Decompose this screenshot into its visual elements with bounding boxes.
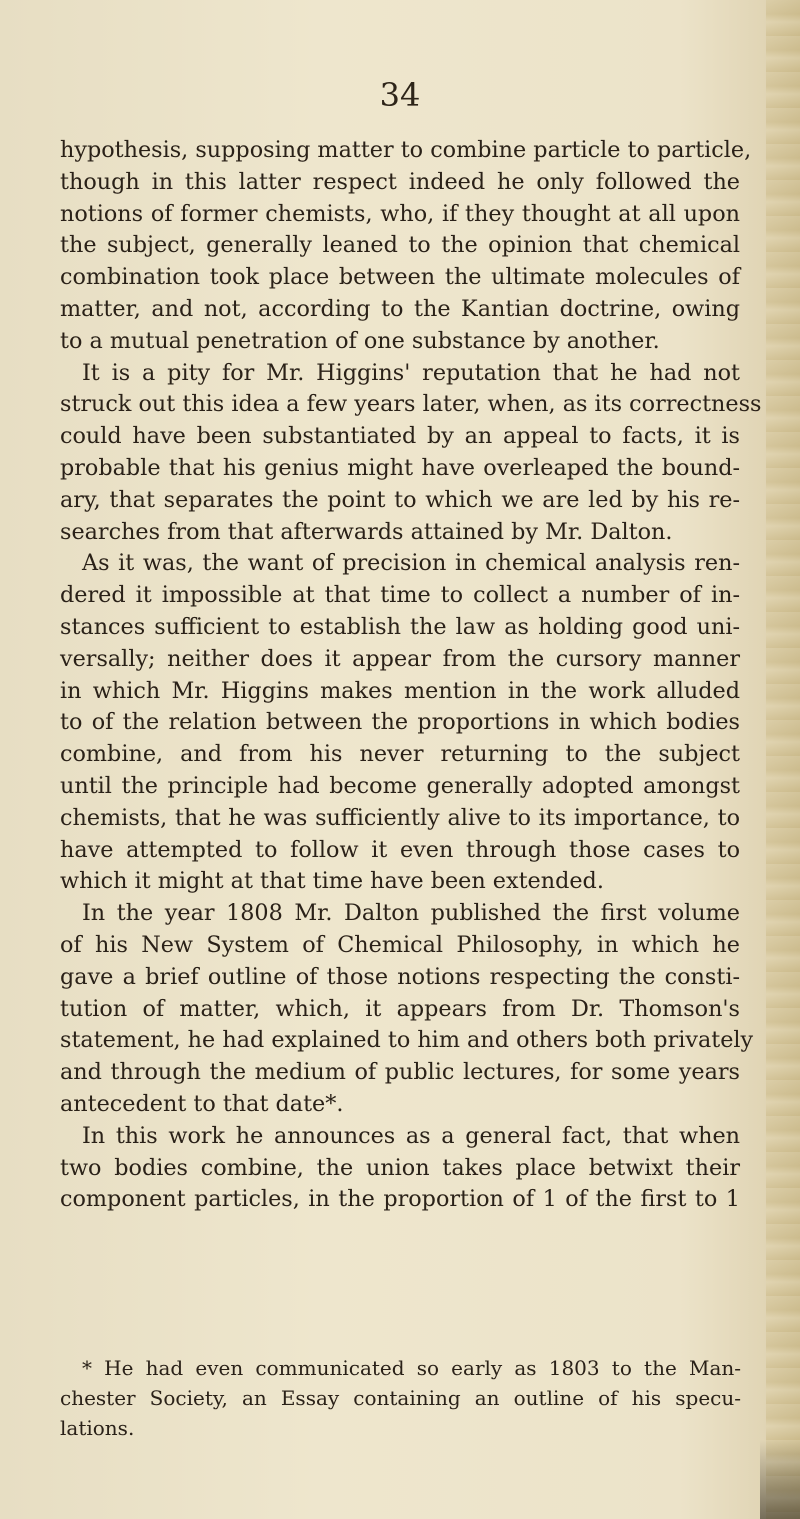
text-line: hypothesis, supposing matter to combine particle to particle,: [60, 137, 752, 163]
footnote: [60, 1353, 741, 1443]
text-line: searches from that afterwards attained by Mr. Dalton.: [60, 518, 673, 545]
text-line: gave a brief outline of those notions respecting the consti-: [60, 963, 740, 990]
text-line: until the principle had become generally adopted amongst: [60, 772, 740, 799]
text-line: versally; neither does it appear from the cursory manner: [60, 645, 740, 672]
text-line: statement, he had explained to him and others both privately: [60, 1027, 754, 1054]
text-line: could have been substantiated by an appeal to facts, it is: [60, 423, 740, 450]
text-line: to of the relation between the proportions in which bodies: [60, 709, 740, 736]
text-line: ary, that separates the point to which we are led by his re-: [60, 486, 740, 513]
text-line: In the year 1808 Mr. Dalton published the first volume: [82, 900, 740, 927]
text-line: matter, and not, according to the Kantian doctrine, owing: [60, 295, 740, 322]
text-line: the subject, generally leaned to the opinion that chemical: [60, 232, 740, 259]
text-line: notions of former chemists, who, if they thought at all upon: [60, 200, 740, 227]
text-line: dered it impossible at that time to collect a number of in-: [60, 582, 740, 609]
text-line: have attempted to follow it even through those cases to: [60, 836, 740, 863]
text-line: component particles, in the proportion of 1 of the first to 1: [60, 1186, 740, 1213]
text-line: which it might at that time have been extended.: [60, 868, 604, 895]
page-number: 34: [379, 76, 421, 114]
text-line: It is a pity for Mr. Higgins' reputation that he had not: [82, 359, 740, 386]
text-line: two bodies combine, the union takes place betwixt their: [60, 1154, 740, 1181]
text-line: probable that his genius might have overleaped the bound-: [60, 454, 740, 481]
text-line: As it was, the want of precision in chemical analysis ren-: [82, 550, 740, 577]
text-line: and through the medium of public lectures, for some years: [60, 1059, 740, 1086]
text-line: in which Mr. Higgins makes mention in the work alluded: [60, 677, 740, 704]
text-line: combination took place between the ultimate molecules of: [60, 264, 740, 291]
text-line: tution of matter, which, it appears from Dr. Thomson's: [60, 995, 740, 1022]
text-line: of his New System of Chemical Philosophy, in which he: [60, 931, 740, 958]
footnote-line: chester Society, an Essay containing an outline of his specu-: [60, 1386, 741, 1410]
text-line: antecedent to that date*.: [60, 1090, 344, 1117]
text-line: chemists, that he was sufficiently alive to its importance, to: [60, 804, 740, 831]
text-line: though in this latter respect indeed he only followed the: [60, 168, 740, 195]
text-line: stances sufficient to establish the law as holding good uni-: [60, 613, 740, 640]
page-edge-shadow: [760, 1440, 800, 1519]
page-edge: [766, 0, 800, 1519]
text-line: struck out this idea a few years later, when, as its correctness: [60, 391, 762, 418]
footnote-line: * He had even communicated so early as 1803 to the Man-: [82, 1356, 741, 1380]
text-line: combine, and from his never returning to the subject: [60, 741, 740, 768]
footnote-line: lations.: [60, 1416, 135, 1440]
body-text: [60, 135, 762, 1216]
text-line: In this work he announces as a general fact, that when: [82, 1122, 740, 1149]
text-line: to a mutual penetration of one substance by another.: [60, 327, 660, 354]
